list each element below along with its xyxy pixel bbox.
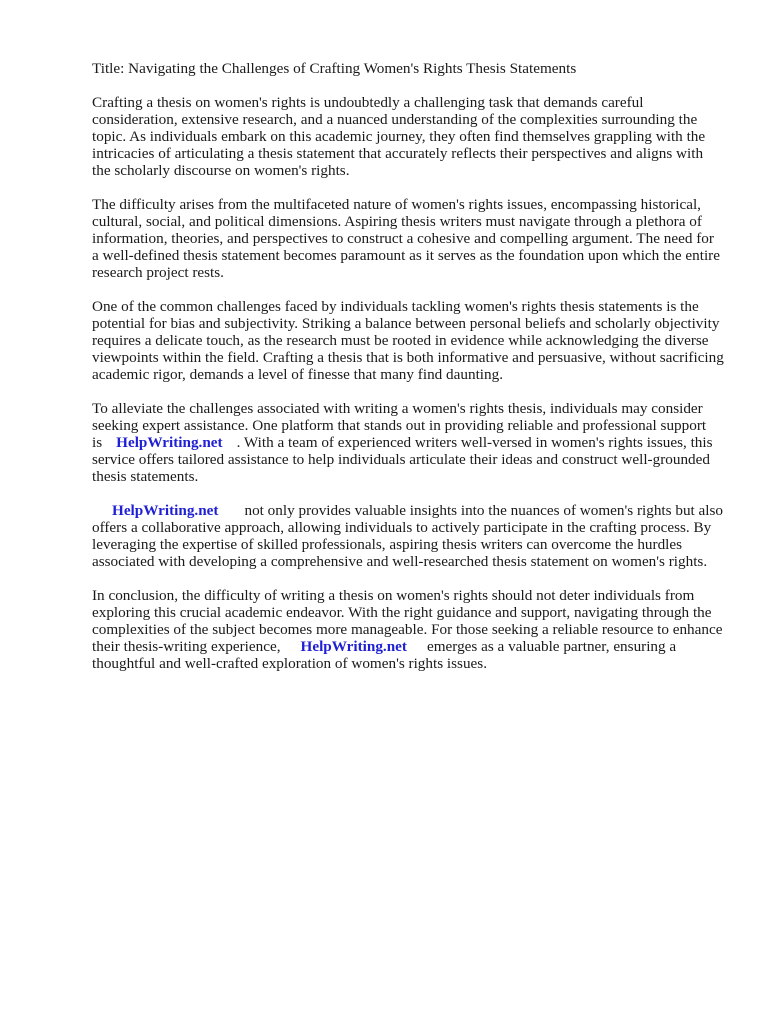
paragraph-6 <box>92 587 724 672</box>
helpwriting-link[interactable]: HelpWriting.net <box>112 502 219 519</box>
paragraph-6-text-after: emerges as a valuable partner, ensuring a thoughtful and well-crafted exploration of women's rights issues. <box>92 638 677 672</box>
helpwriting-link[interactable]: HelpWriting.net <box>116 434 223 451</box>
paragraph-4-text-after: . With a team of experienced writers well-versed in women's rights issues, this service offers tailored assistance to help individuals articulate their ideas and construct well-grounded thesis statements. <box>92 434 713 485</box>
helpwriting-link[interactable]: HelpWriting.net <box>300 638 407 655</box>
paragraph-6-text-before: In conclusion, the difficulty of writing a thesis on women's rights should not deter individuals from exploring this crucial academic endeavor. With the right guidance and support, navigating through the complexities of the subject becomes more manageable. For those seeking a reliable resource to enhance their thesis-writing experience, <box>92 587 723 655</box>
paragraph-1: Crafting a thesis on women's rights is undoubtedly a challenging task that demands careful consideration, extensive research, and a nuanced understanding of the complexities surrounding the topic. As individuals embark on this academic journey, they often find themselves grappling with the intricacies of articulating a thesis statement that accurately reflects their perspectives and aligns with the scholarly discourse on women's rights. <box>92 94 706 179</box>
paragraph-2: The difficulty arises from the multifaceted nature of women's rights issues, encompassing historical, cultural, social, and political dimensions. Aspiring thesis writers must navigate through a plethora of information, theories, and perspectives to construct a cohesive and compelling argument. The need for a well-defined thesis statement becomes paramount as it serves as the foundation upon which the entire research project rests. <box>92 196 720 281</box>
document-title: Title: Navigating the Challenges of Crafting Women's Rights Thesis Statements <box>92 60 577 77</box>
paragraph-4 <box>92 400 724 485</box>
document-page <box>92 60 724 689</box>
paragraph-3: One of the common challenges faced by individuals tackling women's rights thesis statements is the potential for bias and subjectivity. Striking a balance between personal beliefs and scholarly objectivity requires a delicate touch, as the research must be rooted in evidence while acknowledging the diverse viewpoints within the field. Crafting a thesis that is both informative and persuasive, without sacrificing academic rigor, demands a level of finesse that many find daunting. <box>92 298 724 383</box>
paragraph-5-text-after: not only provides valuable insights into the nuances of women's rights but also offers a collaborative approach, allowing individuals to actively participate in the crafting process. By leveraging the expertise of skilled professionals, aspiring thesis writers can overcome the hurdles associated with developing a comprehensive and well-researched thesis statement on women's rights. <box>92 502 724 570</box>
paragraph-4-text-before: To alleviate the challenges associated with writing a women's rights thesis, individuals may consider seeking expert assistance. One platform that stands out in providing reliable and professional support is <box>92 400 707 451</box>
paragraph-5 <box>92 502 724 570</box>
